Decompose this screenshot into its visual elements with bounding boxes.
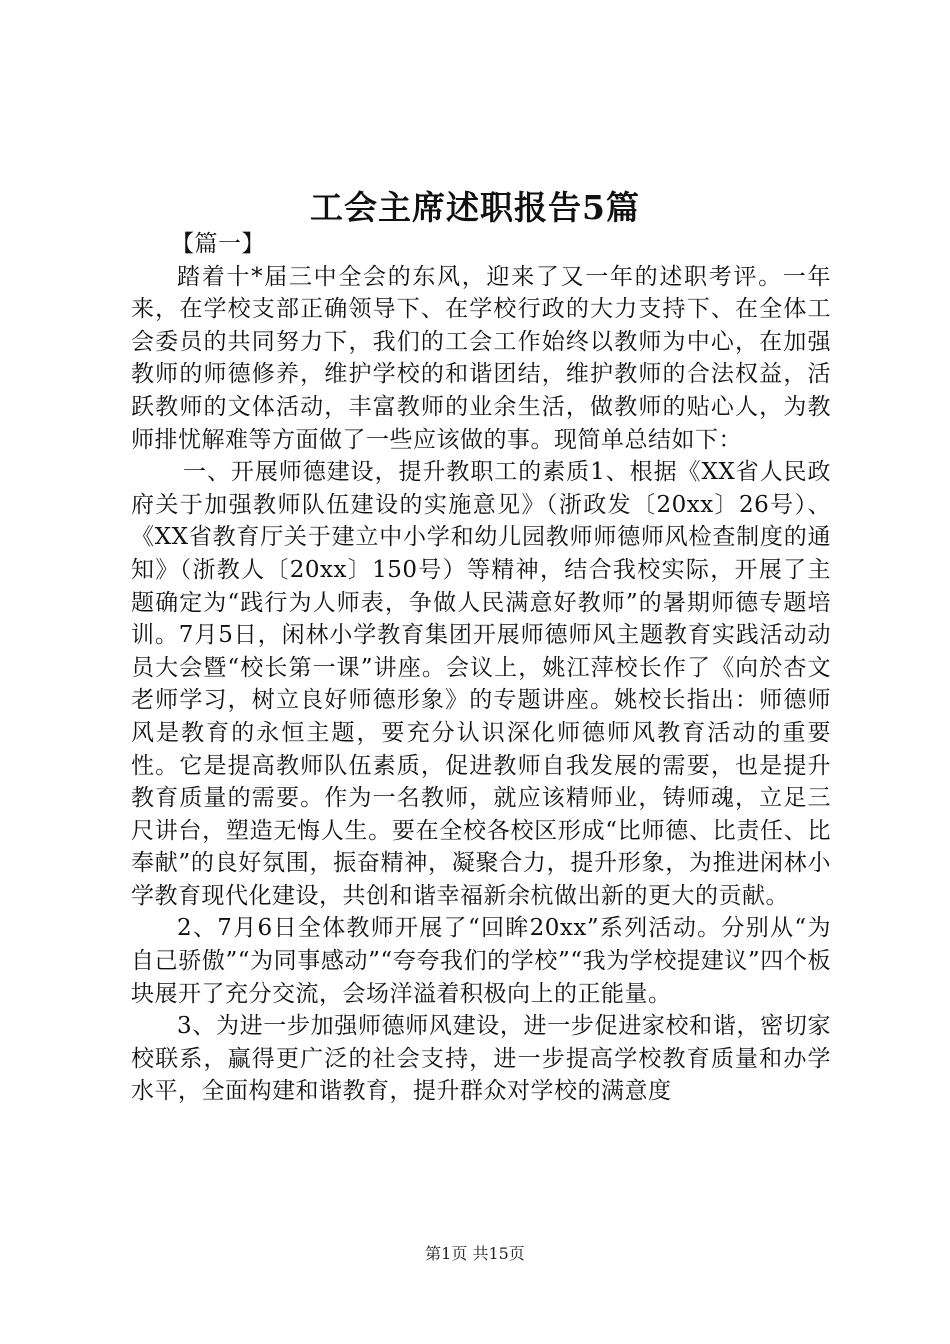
paragraph-intro: 踏着十*届三中全会的东风，迎来了又一年的述职考评。一年来，在学校支部正确领导下、在学校行政的大力支持下、在全体工会委员的共同努力下，我们的工会工作始终以教师为中心，在加强教师的师德修养，维护学校的和谐团结，维护教师的合法权益，活跃教师的文体活动，丰富教师的业余生活，做教师的贴心人，为教师排忧解难等方面做了一些应该做的事。现简单总结如下： (131, 263, 831, 453)
document-body (131, 228, 831, 1108)
document-title: 工会主席述职报告5篇 (310, 188, 640, 227)
paragraph-item-three: 3、为进一步加强师德师风建设，进一步促进家校和谐，密切家校联系，赢得更广泛的社会支持，进一步提高学校教育质量和办学水平，全面构建和谐教育，提升群众对学校的满意度 (131, 1013, 831, 1105)
paragraph-item-two: 2、7月6日全体教师开展了“回眸20xx”系列活动。分别从“为自己骄傲”“为同事感动”“夸夸我们的学校”“我为学校提建议”四个板块展开了充分交流，会场洋溢着积极向上的正能量。 (131, 915, 831, 1007)
paragraph-section-one: 一、开展师德建设，提升教职工的素质1、根据《XX省人民政府关于加强教师队伍建设的实施意见》（浙政发〔20xx〕26号）、《XX省教育厅关于建立中小学和幼儿园教师师德师风检查制度的通知》（浙教人〔20xx〕150号）等精神，结合我校实际，开展了主题确定为“践行为人师表，争做人民满意好教师”的暑期师德专题培训。7月5日，闲林小学教育集团开展师德师风主题教育实践活动动员大会暨“校长第一课”讲座。会议上，姚江萍校长作了《向於杏文老师学习，树立良好师德形象》的专题讲座。姚校长指出：师德师风是教育的永恒主题，要充分认识深化师德师风教育活动的重要性。它是提高教师队伍素质，促进教师自我发展的需要，也是提升教育质量的需要。作为一名教师，就应该精师业，铸师魂，立足三尺讲台，塑造无悔人生。要在全校各校区形成“比师德、比责任、比奉献”的良好氛围，振奋精神，凝聚合力，提升形象，为推进闲林小学教育现代化建设，共创和谐幸福新余杭做出新的更大的贡献。 (131, 459, 831, 909)
section-label: 【篇一】 (171, 231, 265, 257)
page-footer: 第1页 共15页 (425, 1244, 525, 1263)
